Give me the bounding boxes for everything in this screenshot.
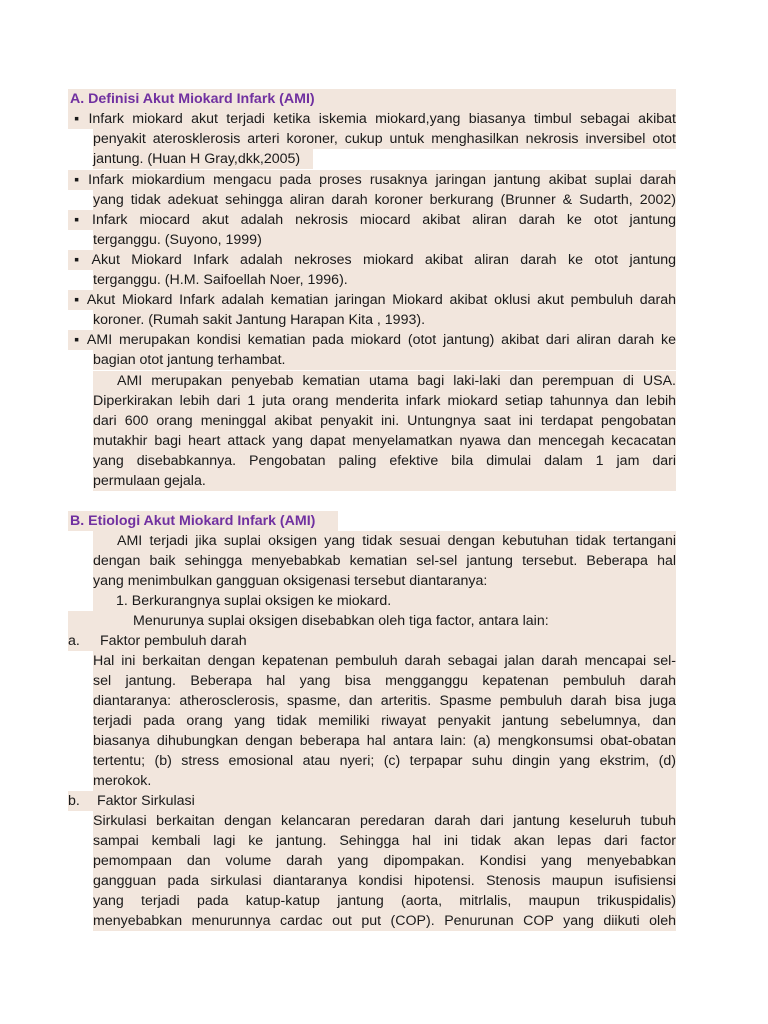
bullet-6-line-2: bagian otot jantung terhambat. xyxy=(93,350,676,370)
para-a-line-1: AMI merupakan penyebab kematian utama bagi laki-laki dan perempuan di USA. xyxy=(93,371,676,391)
item-a-line-7: merokok. xyxy=(93,771,676,791)
item-a-title: Faktor pembuluh darah xyxy=(100,633,247,649)
section-a-heading: A. Definisi Akut Miokard Infark (AMI) xyxy=(68,89,676,109)
para-a-line-6: permulaan gejala. xyxy=(93,471,676,491)
item-b-line-4: gangguan pada sirkulasi diantaranya kondisi hipotensi. Stenosis maupun isufisiensi xyxy=(93,873,676,889)
item-a-label: a. xyxy=(68,633,80,649)
bullet-4-line-2: terganggu. (H.M. Saifoellah Noer, 1996). xyxy=(93,270,676,290)
item-b-line-6: menyebabkan menurunnya cardac out put (COP). Penurunan COP yang diikuti oleh xyxy=(93,913,676,929)
bullet-4-line-1: ▪ Akut Miokard Infark adalah nekroses miokard akibat aliran darah ke otot jantung xyxy=(68,250,676,270)
bullet-2-line-2: yang tidak adekuat sehingga aliran darah koroner berkurang (Brunner & Sudarth, 2002) xyxy=(93,192,676,208)
bullet-2-line-1: ▪ Infark miokardium mengacu pada proses rusaknya jaringan jantung akibat suplai darah xyxy=(68,170,676,190)
item-a-line-6: tertentu; (b) stress emosional atau nyeri; (c) terpapar suhu dingin yang ekstrim, (d) xyxy=(93,753,676,769)
bullet-1-line-3: jantung. (Huan H Gray,dkk,2005) xyxy=(93,149,313,169)
para-a-line-3: dari 600 orang meninggal akibat penyakit ini. Untungnya saat ini terdapat pengobatan xyxy=(93,413,676,429)
item-b-line-2: sampai kembali lagi ke jantung. Sehingga hal ini tidak akan lepas dari factor xyxy=(93,833,676,849)
bullet-3-line-1: ▪ Infark miocard akut adalah nekrosis miocard akibat aliran darah ke otot jantung xyxy=(68,210,676,230)
item-a-line-5: biasanya dihubungkan dengan beberapa hal antara lain: (a) mengkonsumsi obat-obatan xyxy=(93,733,676,749)
bullet-1-line-1: ▪ Infark miokard akut terjadi ketika iskemia miokard,yang biasanya timbul sebagai akibat xyxy=(68,109,676,129)
bullet-6-line-1: ▪ AMI merupakan kondisi kematian pada miokard (otot jantung) akibat dari aliran darah ke xyxy=(68,330,676,350)
item-b-header xyxy=(68,791,676,811)
item-b-line-5: yang terjadi pada katup-katup jantung (aorta, mitrlalis, maupun trikuspidalis) xyxy=(93,893,676,909)
section-b-heading: B. Etiologi Akut Miokard Infark (AMI) xyxy=(68,511,338,531)
para-a-line-2: Diperkirakan lebih dari 1 juta orang menderita infark miokard setiap tahunnya dan lebih xyxy=(93,393,676,409)
para-a-line-4: mutakhir bagi heart attack yang dapat menyelamatkan nyawa dan mencegah kecacatan xyxy=(93,433,676,449)
numbered-item-1: 1. Berkurangnya suplai oksigen ke miokard. xyxy=(93,591,676,611)
item-a-line-1: Hal ini berkaitan dengan kepatenan pembuluh darah sebagai jalan darah mencapai sel- xyxy=(93,653,676,669)
item-a-line-4: terjadi pada orang yang tidak memiliki riwayat penyakit jantung sebelumnya, dan xyxy=(93,713,676,729)
item-b-line-1: Sirkulasi berkaitan dengan kelancaran peredaran darah dari jantung keseluruh tubuh xyxy=(93,813,676,829)
para-a-line-5: yang disebabkannya. Pengobatan paling efektive bila dimulai dalam 1 jam dari xyxy=(93,453,676,469)
item-a-header xyxy=(68,631,676,651)
intro-b-line-3: yang menimbulkan gangguan oksigenasi tersebut diantaranya: xyxy=(93,571,676,591)
bullet-5-line-2: koroner. (Rumah sakit Jantung Harapan Kita , 1993). xyxy=(93,310,676,330)
item-b-label: b. xyxy=(68,793,80,809)
bullet-1-line-2: penyakit aterosklerosis arteri koroner, cukup untuk menghasilkan nekrosis inversibel otot xyxy=(93,131,676,147)
intro-b-line-1: AMI terjadi jika suplai oksigen yang tidak sesuai dengan kebutuhan tidak tertangani xyxy=(93,531,676,551)
item-b-title: Faktor Sirkulasi xyxy=(97,793,195,809)
bullet-3-line-2: terganggu. (Suyono, 1999) xyxy=(93,230,676,250)
item-a-line-2: sel jantung. Beberapa hal yang bisa mengganggu kepatenan pembuluh darah xyxy=(93,673,676,689)
bullet-5-line-1: ▪ Akut Miokard Infark adalah kematian jaringan Miokard akibat oklusi akut pembuluh darah xyxy=(68,290,676,310)
intro-b-line-2: dengan baik sehingga menyebabkab kematian sel-sel jantung tersebut. Beberapa hal xyxy=(93,553,676,569)
item-b-line-3: pemompaan dan volume darah yang dipompakan. Kondisi yang menyebabkan xyxy=(93,853,676,869)
item-a-line-3: diantaranya: atherosclerosis, spasme, dan arteritis. Spasme pembuluh darah bisa juga xyxy=(93,693,676,709)
numbered-item-1-intro: Menurunya suplai oksigen disebabkan oleh tiga factor, antara lain: xyxy=(68,611,676,631)
